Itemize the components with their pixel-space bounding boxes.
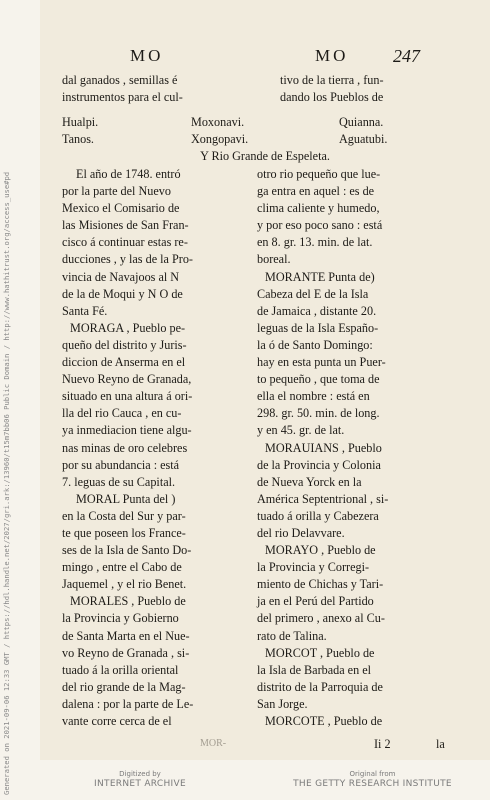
rio-grande-line: Y Rio Grande de Espeleta. <box>200 149 330 163</box>
signature-mark: Ii 2 <box>374 737 391 751</box>
pueblo-name: Moxonavi. <box>191 115 245 129</box>
text-line: instrumentos para el cul- <box>62 90 183 105</box>
text-line: rato de Talina. <box>257 628 327 643</box>
text-line: clima caliente y humedo, <box>257 201 380 216</box>
text-line: de Santa Marta en el Nue- <box>62 628 190 643</box>
text-line: de Nueva Yorck en la <box>257 474 362 489</box>
text-line: te que poseen los France- <box>62 525 186 540</box>
text-line: Santa Fé. <box>62 303 108 318</box>
text-line: ga entra en aquel : es de <box>257 184 375 199</box>
text-line: en 8. gr. 13. min. de lat. <box>257 235 373 250</box>
text-line: queño del distrito y Juris- <box>62 337 187 352</box>
right-column <box>257 166 388 730</box>
entry-heading: MORCOTE , Pueblo de <box>265 714 383 728</box>
text-line: Cabeza del E de la Isla <box>257 286 369 301</box>
text-line: y por eso poco sano : está <box>257 218 383 233</box>
text-line: vincia de Navajoos al N <box>62 269 180 284</box>
text-line: de la Provincia y Colonia <box>257 457 381 472</box>
getty-label: THE GETTY RESEARCH INSTITUTE <box>293 779 452 789</box>
text-line: de Jamaica , distante 20. <box>257 303 377 318</box>
text-line: leguas de la Isla Españo- <box>257 320 379 335</box>
top-left-lines <box>62 72 183 106</box>
text-line: dando los Pueblos de <box>280 90 384 105</box>
text-line: diccion de Anserma en el <box>62 355 186 370</box>
text-line: ja en el Perú del Partido <box>257 594 374 609</box>
running-header <box>40 46 490 70</box>
text-line: la ó de Santo Domingo: <box>257 337 373 352</box>
text-line: de la de Moqui y N O de <box>62 286 183 301</box>
digitized-by-label: Digitized by <box>119 770 161 778</box>
entry-heading: MORCOT , Pueblo de <box>265 645 375 660</box>
text-line: nas minas de oro celebres <box>62 440 188 455</box>
text-line: miento de Chichas y Tari- <box>257 577 384 592</box>
text-line: otro rio pequeño que lue- <box>257 167 381 181</box>
entry-heading: MORANTE Punta de) <box>265 269 375 284</box>
text-line: ducciones , y las de la Pro- <box>62 252 193 267</box>
pueblo-name: Quianna. <box>339 115 384 129</box>
text-line: en la Costa del Sur y par- <box>62 508 186 523</box>
header-right: MO <box>315 46 349 65</box>
text-line: la Provincia y Corregi- <box>257 560 370 575</box>
footer-left <box>80 770 200 790</box>
text-line: ella el nombre : está en <box>257 389 370 404</box>
text-line: Mexico el Comisario de <box>62 201 180 216</box>
entry-heading: MORAYO , Pueblo de <box>265 543 376 558</box>
top-right-lines <box>280 72 384 106</box>
left-column <box>62 166 193 730</box>
text-line: to pequeño , que toma de <box>257 372 380 387</box>
text-line: boreal. <box>257 252 291 267</box>
entry-heading: MORAGA , Pueblo pe- <box>70 320 186 335</box>
pueblo-name: Aguatubi. <box>339 132 388 146</box>
text-line: Jaquemel , y el rio Benet. <box>62 577 187 592</box>
faded-catchword: MOR- <box>200 738 227 749</box>
text-line: del primero , anexo al Cu- <box>257 611 385 626</box>
pueblo-name: Tanos. <box>62 132 94 146</box>
text-line: vante corre cerca de el <box>62 714 172 728</box>
text-line: Nuevo Reyno de Granada, <box>62 372 192 387</box>
text-line: y en 45. gr. de lat. <box>257 423 345 438</box>
text-line: mingo , entre el Cabo de <box>62 560 182 575</box>
pueblo-name: Hualpi. <box>62 115 99 129</box>
entry-heading: MORALES , Pueblo de <box>70 594 186 609</box>
text-line: tuado á orilla y Cabezera <box>257 508 379 523</box>
text-line: hay en esta punta un Puer- <box>257 355 386 370</box>
text-line: tivo de la tierra , fun- <box>280 73 384 87</box>
text-line: situado en una altura á ori- <box>62 389 193 404</box>
text-line: ses de la Isla de Santo Do- <box>62 543 192 558</box>
footer <box>0 770 490 800</box>
footer-right <box>285 770 460 790</box>
text-line: por la parte del Nuevo <box>62 184 171 199</box>
text-line: la Isla de Barbada en el <box>257 662 372 677</box>
page-number: 247 <box>393 46 420 66</box>
text-line: América Septentrional , si- <box>257 491 389 506</box>
text-line: dal ganados , semillas é <box>62 73 178 87</box>
original-from-label: Original from <box>349 770 396 778</box>
text-line: distrito de la Parroquia de <box>257 679 383 694</box>
text-line: lla del rio Cauca , en cu- <box>62 406 182 421</box>
text-line: San Jorge. <box>257 696 308 711</box>
text-line: 298. gr. 50. min. de long. <box>257 406 380 421</box>
text-line: dalena : por la parte de Le- <box>62 696 194 711</box>
text-line: la Provincia y Gobierno <box>62 611 179 626</box>
entry-heading: MORAL Punta del ) <box>76 491 176 506</box>
header-left: MO <box>130 46 164 65</box>
catchword: la <box>436 737 445 751</box>
text-line: las Misiones de San Fran- <box>62 218 189 233</box>
text-line: del rio grande de la Mag- <box>62 679 186 694</box>
text-line: 7. leguas de su Capital. <box>62 474 176 489</box>
text-line: tuado á la orilla oriental <box>62 662 179 677</box>
hathitrust-side-note: Generated on 2021-09-06 12:33 GMT / https://hdl.handle.net/2027/gri.ark:/13960/t15m7bb06 Public Domain / http://www.hathitrust.org/access_use#pd <box>2 171 11 795</box>
text-line: del rio Delavvare. <box>257 525 345 540</box>
text-line: vo Reyno de Granada , si- <box>62 645 190 660</box>
text-line: ya inmediacion tiene algu- <box>62 423 192 438</box>
pueblo-name: Xongopavi. <box>191 132 249 146</box>
text-line: por su abundancia : está <box>62 457 180 472</box>
text-line: cisco á continuar estas re- <box>62 235 188 250</box>
text-line: El año de 1748. entró <box>76 167 181 181</box>
entry-heading: MORAUIANS , Pueblo <box>265 440 382 455</box>
book-page <box>40 0 490 760</box>
internet-archive-label: INTERNET ARCHIVE <box>94 779 186 789</box>
